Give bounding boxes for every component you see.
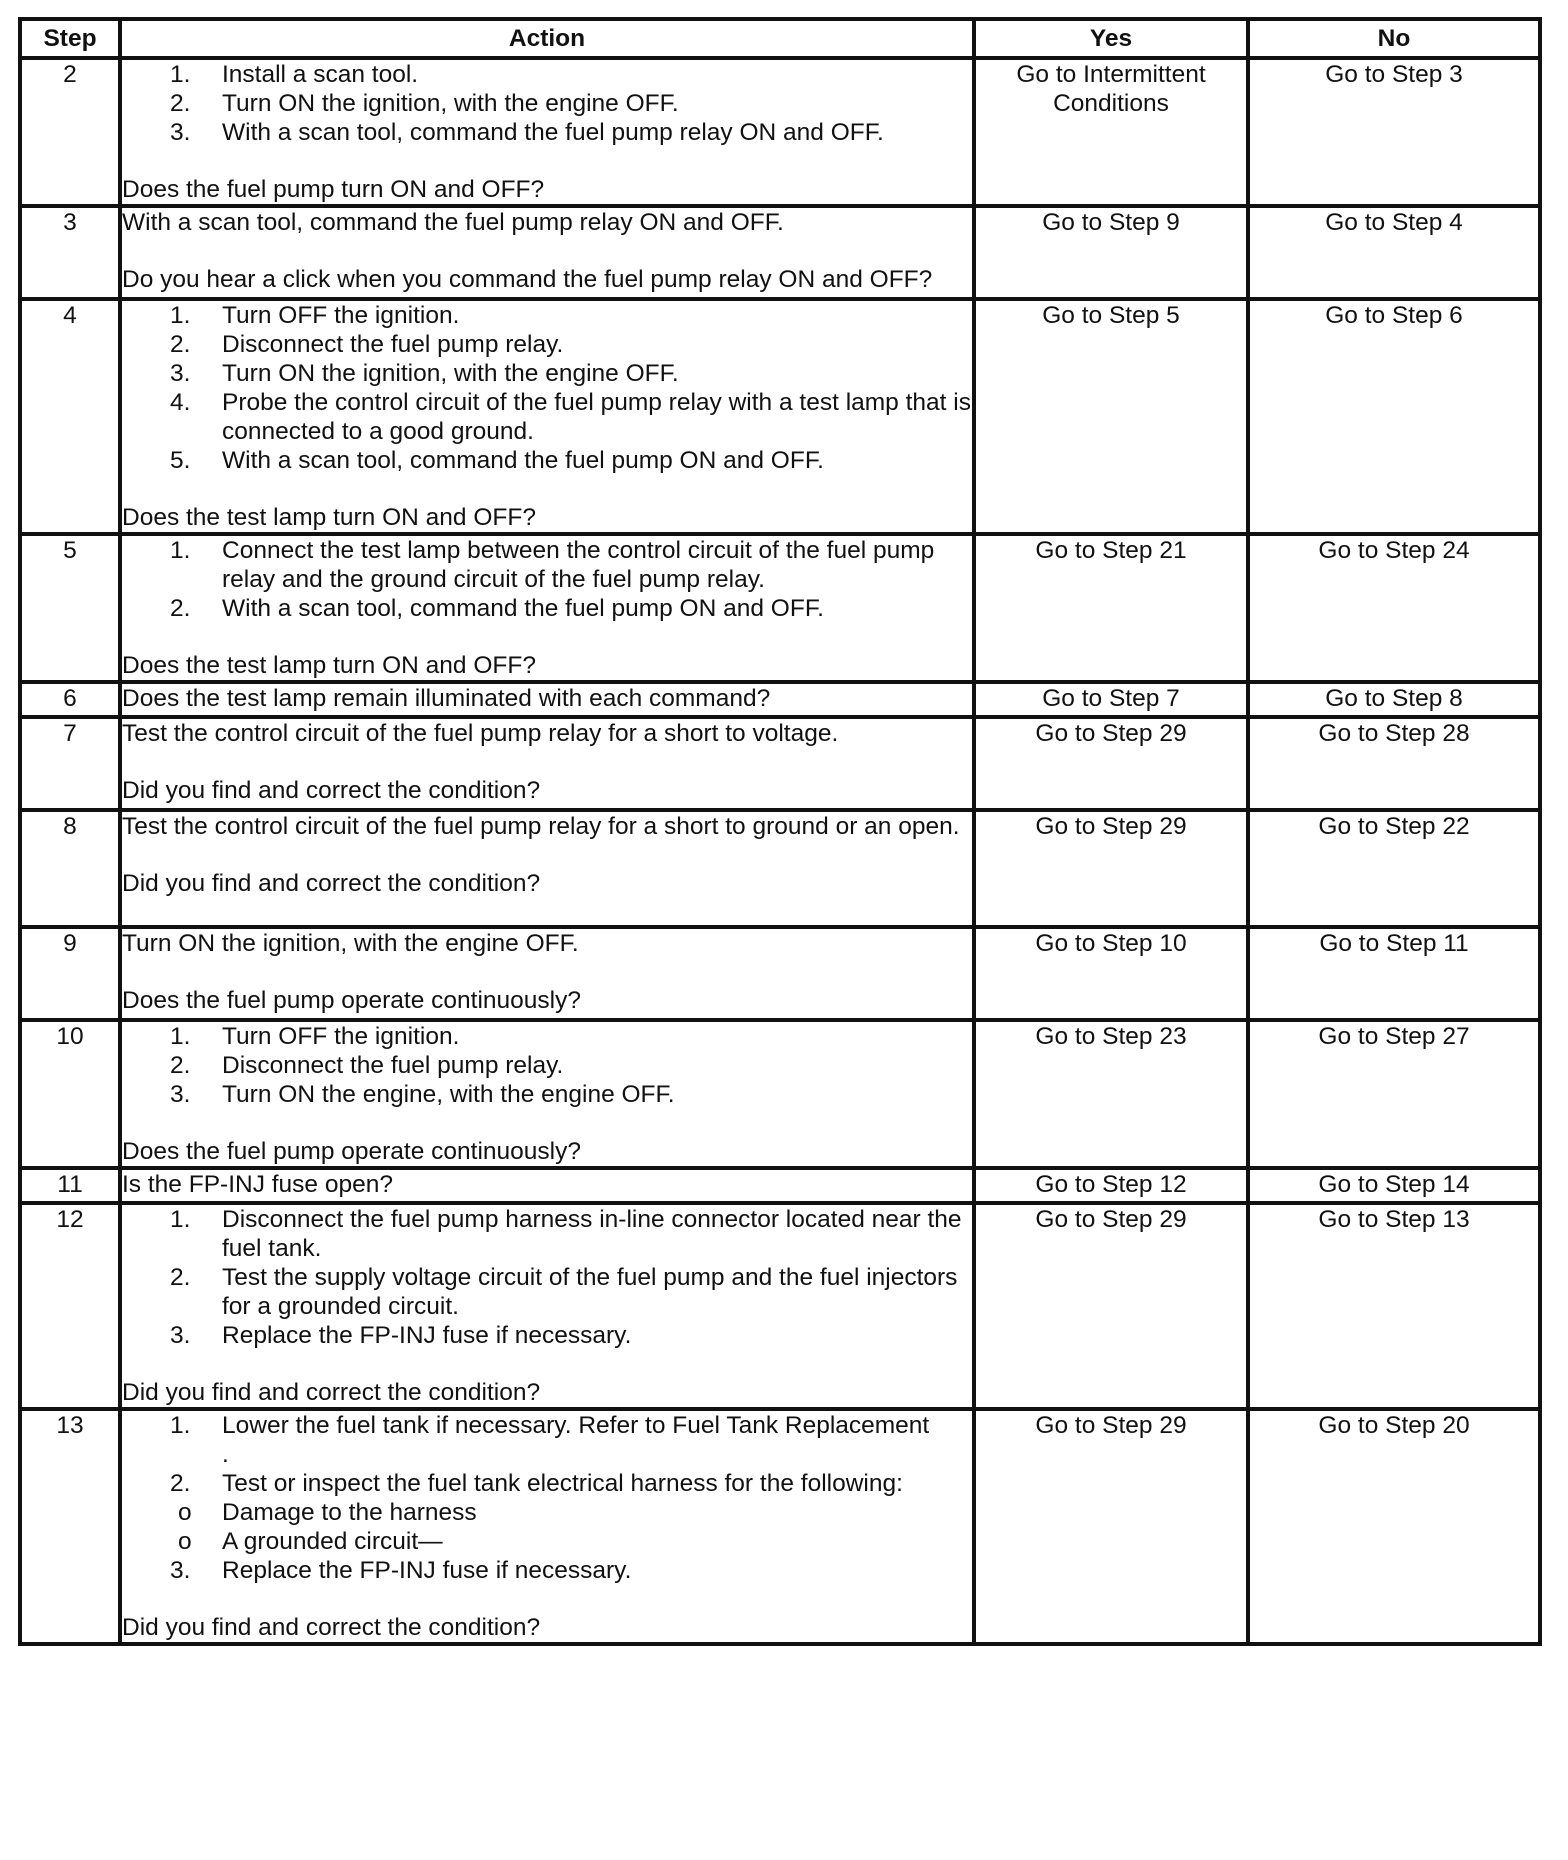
- instruction-list: [122, 301, 972, 475]
- no-cell: Go to Step 24: [1248, 534, 1540, 682]
- list-item: 2. Disconnect the fuel pump relay.: [170, 331, 564, 358]
- table-row: [20, 1168, 1540, 1203]
- step-number: 12: [20, 1203, 120, 1409]
- no-cell: Go to Step 4: [1248, 206, 1540, 299]
- header-row: [20, 19, 1540, 58]
- action-cell: [120, 927, 974, 1020]
- step-number: 3: [20, 206, 120, 299]
- sub-list: [122, 1498, 972, 1556]
- no-cell: Go to Step 22: [1248, 810, 1540, 927]
- yes-cell: Go to Step 29: [974, 810, 1248, 927]
- yes-cell: Go to Step 29: [974, 717, 1248, 810]
- sub-list-item: o Damage to the harness: [178, 1499, 477, 1526]
- no-cell: Go to Step 8: [1248, 682, 1540, 717]
- trailing-period: .: [222, 1441, 229, 1468]
- yes-cell: Go to Step 21: [974, 534, 1248, 682]
- action-cell: [120, 206, 974, 299]
- header-step: Step: [20, 19, 120, 58]
- action-cell: [120, 717, 974, 810]
- action-text: Test the control circuit of the fuel pump relay for a short to ground or an open.: [122, 813, 960, 840]
- header-yes: Yes: [974, 19, 1248, 58]
- action-cell: [120, 1203, 974, 1409]
- instruction-list: [122, 1205, 972, 1350]
- action-text: Turn ON the ignition, with the engine OFF.: [122, 930, 579, 957]
- yes-cell: Go to Step 23: [974, 1020, 1248, 1168]
- question-text: Did you find and correct the condition?: [122, 1379, 541, 1406]
- list-item: 2. With a scan tool, command the fuel pump ON and OFF.: [170, 595, 824, 622]
- step-number: 5: [20, 534, 120, 682]
- yes-cell: Go to Step 29: [974, 1203, 1248, 1409]
- list-item: 2. Disconnect the fuel pump relay.: [170, 1052, 564, 1079]
- yes-cell: Go to Step 5: [974, 299, 1248, 534]
- no-cell: Go to Step 20: [1248, 1409, 1540, 1644]
- table-row: [20, 682, 1540, 717]
- table-row: [20, 717, 1540, 810]
- table-row: [20, 1020, 1540, 1168]
- step-number: 8: [20, 810, 120, 927]
- step-number: 11: [20, 1168, 120, 1203]
- step-number: 9: [20, 927, 120, 1020]
- table-row: [20, 206, 1540, 299]
- step-number: 10: [20, 1020, 120, 1168]
- diagnostic-page: [18, 17, 1542, 1646]
- yes-cell: Go to Step 12: [974, 1168, 1248, 1203]
- instruction-list: [122, 1022, 972, 1109]
- action-cell: [120, 1409, 974, 1644]
- diagnostic-table: [18, 17, 1542, 1646]
- list-item: 3. Turn ON the ignition, with the engine OFF.: [170, 360, 679, 387]
- action-cell: [120, 682, 974, 717]
- yes-cell: Go to Intermittent Conditions: [974, 58, 1248, 206]
- action-text: Test the control circuit of the fuel pump relay for a short to voltage.: [122, 720, 839, 747]
- question-text: Is the FP-INJ fuse open?: [122, 1171, 393, 1198]
- list-item: 1. Turn OFF the ignition.: [170, 302, 460, 329]
- table-row: [20, 299, 1540, 534]
- list-item: 3. Replace the FP-INJ fuse if necessary.: [170, 1322, 632, 1349]
- question-text: Did you find and correct the condition?: [122, 1614, 541, 1641]
- table-row: [20, 534, 1540, 682]
- question-text: Did you find and correct the condition?: [122, 870, 541, 897]
- question-text: Do you hear a click when you command the fuel pump relay ON and OFF?: [122, 266, 933, 293]
- no-cell: Go to Step 11: [1248, 927, 1540, 1020]
- table-row: [20, 927, 1540, 1020]
- table-row: [20, 810, 1540, 927]
- no-cell: Go to Step 28: [1248, 717, 1540, 810]
- action-cell: [120, 299, 974, 534]
- no-cell: Go to Step 27: [1248, 1020, 1540, 1168]
- question-text: Does the fuel pump operate continuously?: [122, 987, 581, 1014]
- no-cell: Go to Step 13: [1248, 1203, 1540, 1409]
- action-text: With a scan tool, command the fuel pump relay ON and OFF.: [122, 209, 784, 236]
- list-item: 1. Turn OFF the ignition.: [170, 1023, 460, 1050]
- list-item: 5. With a scan tool, command the fuel pump ON and OFF.: [170, 447, 824, 474]
- list-item: 2. Test or inspect the fuel tank electrical harness for the following: o Damage to the harness o A grounded circuit—: [122, 1469, 972, 1556]
- list-item: 4. Probe the control circuit of the fuel pump relay with a test lamp that is connected to a good ground.: [170, 389, 971, 445]
- step-number: 13: [20, 1409, 120, 1644]
- instruction-list: [122, 1411, 972, 1585]
- action-cell: [120, 1168, 974, 1203]
- step-number: 6: [20, 682, 120, 717]
- table-row: [20, 1203, 1540, 1409]
- list-item: 3. With a scan tool, command the fuel pump relay ON and OFF.: [170, 119, 884, 146]
- step-number: 4: [20, 299, 120, 534]
- list-item: 3. Replace the FP-INJ fuse if necessary.: [170, 1557, 632, 1584]
- question-text: Does the fuel pump operate continuously?: [122, 1138, 581, 1165]
- instruction-list: [122, 60, 972, 147]
- list-item: 1. Disconnect the fuel pump harness in-line connector located near the fuel tank.: [170, 1206, 962, 1262]
- question-text: Does the fuel pump turn ON and OFF?: [122, 176, 545, 203]
- list-item: 1. Install a scan tool.: [170, 61, 419, 88]
- header-action: Action: [120, 19, 974, 58]
- action-cell: [120, 810, 974, 927]
- header-no: No: [1248, 19, 1540, 58]
- yes-cell: Go to Step 29: [974, 1409, 1248, 1644]
- sub-list-item: o A grounded circuit—: [178, 1528, 443, 1555]
- list-item: 1. Lower the fuel tank if necessary. Refer to Fuel Tank Replacement .: [122, 1411, 972, 1469]
- yes-cell: Go to Step 10: [974, 927, 1248, 1020]
- action-cell: [120, 1020, 974, 1168]
- yes-cell: Go to Step 7: [974, 682, 1248, 717]
- action-cell: [120, 534, 974, 682]
- no-cell: Go to Step 6: [1248, 299, 1540, 534]
- table-row: [20, 1409, 1540, 1644]
- list-item: 1. Connect the test lamp between the control circuit of the fuel pump relay and the ground circuit of the fuel pump relay.: [170, 537, 935, 593]
- list-item: 2. Test the supply voltage circuit of the fuel pump and the fuel injectors for a grounded circuit.: [170, 1264, 958, 1320]
- question-text: Does the test lamp remain illuminated with each command?: [122, 685, 771, 712]
- no-cell: Go to Step 14: [1248, 1168, 1540, 1203]
- action-cell: [120, 58, 974, 206]
- list-item: 2. Turn ON the ignition, with the engine OFF.: [170, 90, 679, 117]
- instruction-list: [122, 536, 972, 623]
- table-row: [20, 58, 1540, 206]
- no-cell: Go to Step 3: [1248, 58, 1540, 206]
- question-text: Did you find and correct the condition?: [122, 777, 541, 804]
- step-number: 7: [20, 717, 120, 810]
- step-number: 2: [20, 58, 120, 206]
- yes-cell: Go to Step 9: [974, 206, 1248, 299]
- question-text: Does the test lamp turn ON and OFF?: [122, 652, 536, 679]
- question-text: Does the test lamp turn ON and OFF?: [122, 504, 536, 531]
- list-item: 3. Turn ON the engine, with the engine OFF.: [170, 1081, 675, 1108]
